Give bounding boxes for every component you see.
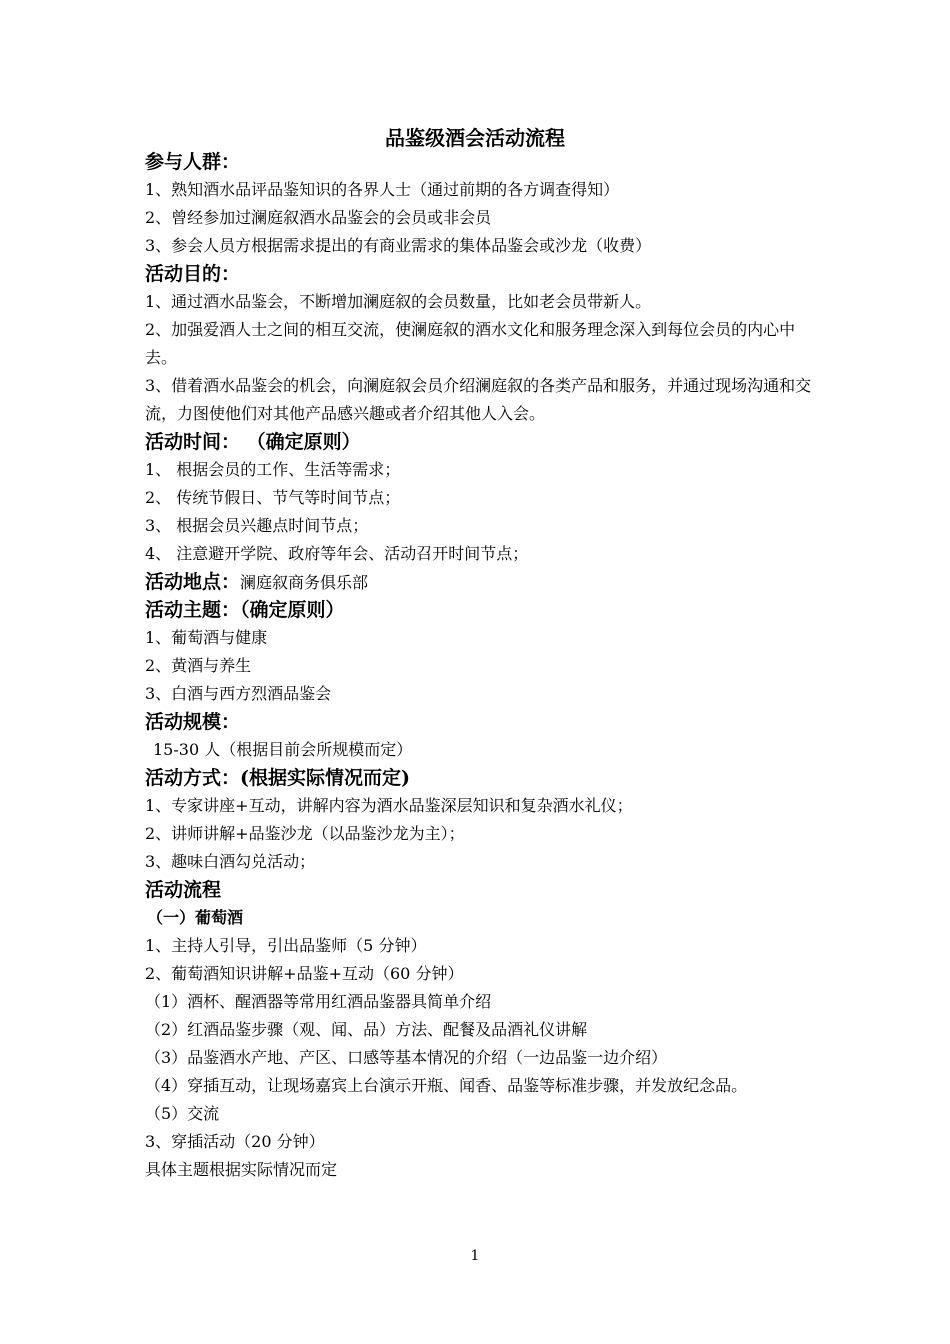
time-item: 4、 注意避开学院、政府等年会、活动召开时间节点；: [145, 544, 529, 563]
purpose-item: 1、通过酒水品鉴会，不断增加澜庭叙的会员数量，比如老会员带新人。: [145, 292, 652, 311]
flow-section-title: （一）葡萄酒: [147, 908, 244, 927]
flow-step: 2、葡萄酒知识讲解+品鉴+互动（60 分钟）: [145, 964, 464, 983]
theme-heading: 活动主题：（确定原则）: [145, 599, 345, 621]
theme-item: 1、葡萄酒与健康: [145, 628, 268, 647]
participants-item: 1、熟知酒水品评品鉴知识的各界人士（通过前期的各方调查得知）: [145, 180, 620, 199]
document-title: 品鉴级酒会活动流程: [385, 126, 565, 150]
method-heading: 活动方式：(根据实际情况而定): [145, 767, 410, 789]
method-item: 3、趣味白酒勾兑活动；: [145, 852, 316, 871]
method-item: 2、讲师讲解+品鉴沙龙（以品鉴沙龙为主）；: [145, 824, 465, 843]
location-line: [145, 568, 815, 596]
participants-item: 3、参会人员方根据需求提出的有商业需求的集体品鉴会或沙龙（收费）: [145, 236, 652, 255]
flow-substep: （2）红酒品鉴步骤（观、闻、品）方法、配餐及品酒礼仪讲解: [145, 1020, 588, 1039]
theme-item: 3、白酒与西方烈酒品鉴会: [145, 684, 332, 703]
flow-substep: （1）酒杯、醒酒器等常用红酒品鉴器具简单介绍: [145, 992, 492, 1011]
flow-substep: （5）交流: [145, 1104, 220, 1123]
flow-substep: （3）品鉴酒水产地、产区、口感等基本情况的介绍（一边品鉴一边介绍）: [145, 1048, 668, 1067]
participants-heading: 参与人群：: [145, 151, 241, 173]
flow-step: 3、穿插活动（20 分钟）: [145, 1132, 325, 1151]
document-body: [145, 148, 815, 1184]
time-item: 1、 根据会员的工作、生活等需求；: [145, 460, 401, 479]
purpose-item: 2、加强爱酒人士之间的相互交流，使澜庭叙的酒水文化和服务理念深入到每位会员的内心中去。: [145, 320, 796, 367]
scale-value: 15-30 人（根据目前会所规模而定）: [153, 740, 413, 759]
location-value: 澜庭叙商务俱乐部: [240, 573, 369, 592]
time-item: 2、 传统节假日、节气等时间节点；: [145, 488, 401, 507]
time-heading: 活动时间： （确定原则）: [145, 431, 361, 453]
purpose-item: 3、借着酒水品鉴会的机会，向澜庭叙会员介绍澜庭叙的各类产品和服务，并通过现场沟通和交流，力图使他们对其他产品感兴趣或者介绍其他人入会。: [145, 376, 812, 423]
flow-step: 1、主持人引导，引出品鉴师（5 分钟）: [145, 936, 427, 955]
flow-substep: （4）穿插互动，让现场嘉宾上台演示开瓶、闻香、品鉴等标准步骤，并发放纪念品。: [145, 1076, 748, 1095]
location-label: 活动地点：: [145, 571, 241, 593]
participants-item: 2、曾经参加过澜庭叙酒水品鉴会的会员或非会员: [145, 208, 492, 227]
page-number: 1: [470, 1248, 480, 1264]
method-item: 1、专家讲座+互动，讲解内容为酒水品鉴深层知识和复杂酒水礼仪；: [145, 796, 633, 815]
time-item: 3、 根据会员兴趣点时间节点；: [145, 516, 369, 535]
flow-note: 具体主题根据实际情况而定: [145, 1160, 338, 1179]
theme-item: 2、黄酒与养生: [145, 656, 252, 675]
flow-heading: 活动流程: [145, 879, 222, 901]
scale-heading: 活动规模：: [145, 711, 241, 733]
purpose-heading: 活动目的：: [145, 263, 241, 285]
